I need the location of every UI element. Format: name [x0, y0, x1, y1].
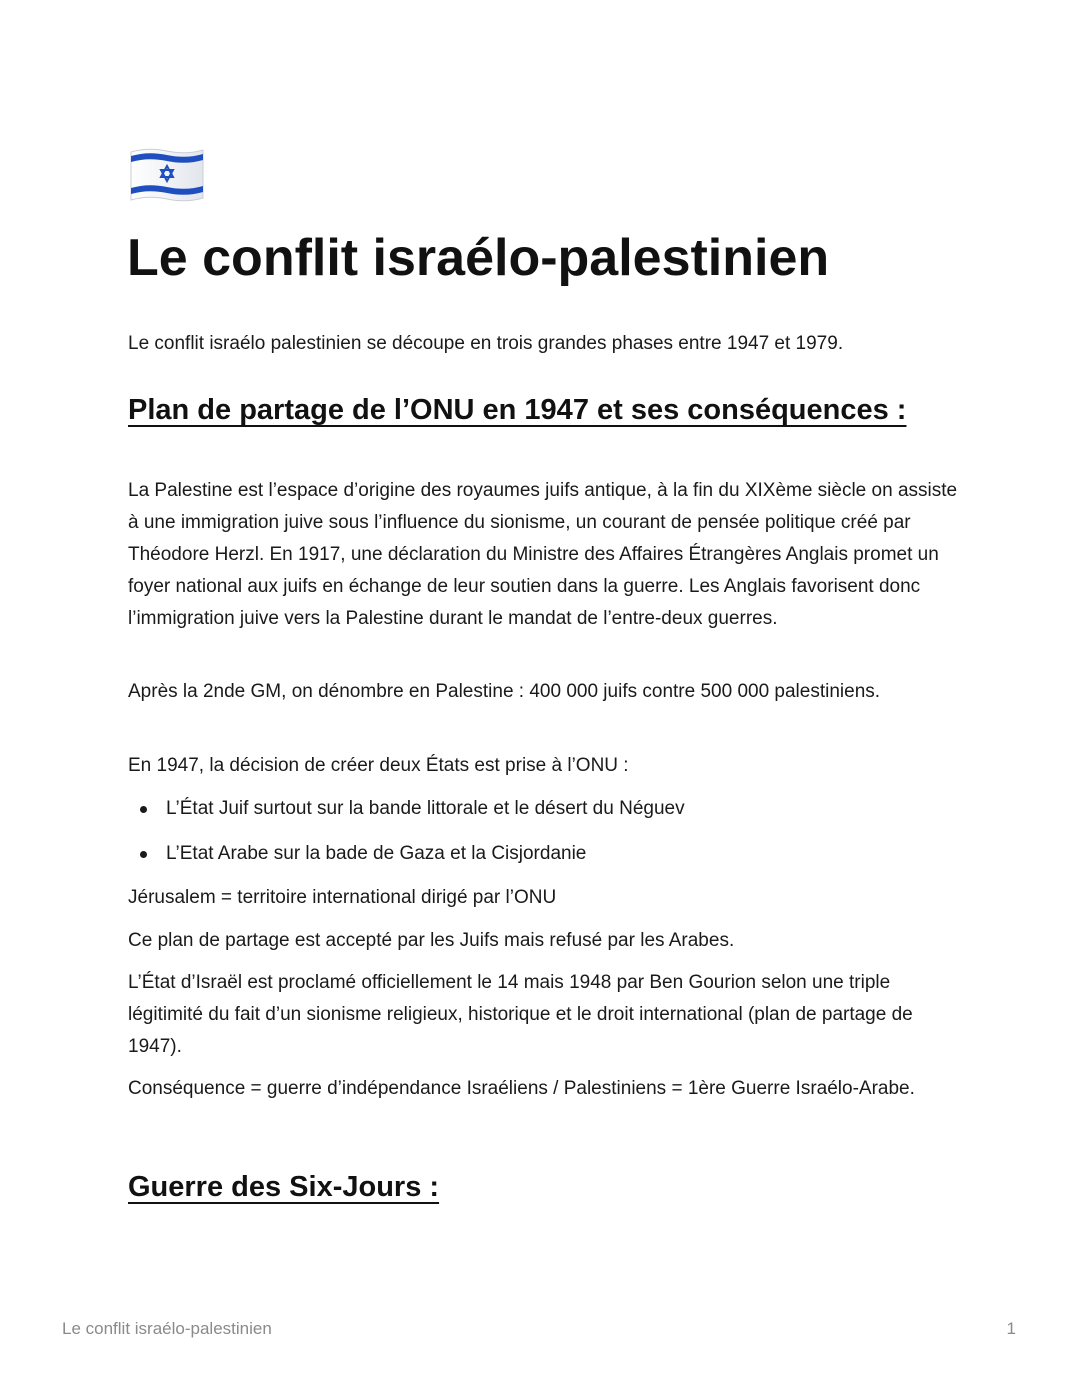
section-heading-plan-de-partage: [128, 390, 958, 430]
list-item: [128, 838, 685, 883]
paragraph-palestine-history: La Palestine est l’espace d’origine des royaumes juifs antique, à la fin du XIXème siècle on assiste à une immigration juive sous l’influence du sionisme, un courant de pensée politique créé par Théodore Herzl. En 1917, une déclaration du Ministre des Affaires Étrangères Anglais promet un foyer national aux juifs en échange de leur soutien dans la guerre. Les Anglais favorisent donc l’immigration juive vers la Palestine durant le mandat de l’entre-deux guerres.: [128, 480, 958, 629]
list-item: [128, 793, 685, 838]
section-heading-six-jours: [128, 1167, 439, 1207]
paragraph-israel-proclaimed: L’État d’Israël est proclamé officiellement le 14 mais 1948 par Ben Gourion selon une triple légitimité du fait d’un sionisme religieux, historique et le droit international (plan de partage de 1947).: [128, 972, 913, 1057]
paragraph-onu-decision: En 1947, la décision de créer deux États est prise à l’ONU :: [128, 755, 629, 776]
bullet-icon: [140, 806, 147, 813]
list-item-text: L’État Juif surtout sur la bande littorale et le désert du Néguev: [166, 798, 685, 819]
paragraph-population: Après la 2nde GM, on dénombre en Palestine : 400 000 juifs contre 500 000 palestiniens.: [128, 681, 881, 702]
list-item-text: L’Etat Arabe sur la bade de Gaza et la Cisjordanie: [166, 843, 587, 864]
footer-page-number: 1: [1006, 1319, 1016, 1338]
intro-paragraph: Le conflit israélo palestinien se découpe en trois grandes phases entre 1947 et 1979.: [128, 333, 844, 354]
bullet-list: [128, 793, 685, 883]
footer-document-title: Le conflit israélo-palestinien: [62, 1319, 272, 1338]
section-heading-text: Plan de partage de l’ONU en 1947 et ses conséquences :: [128, 394, 907, 426]
paragraph-plan-accepted: Ce plan de partage est accepté par les Juifs mais refusé par les Arabes.: [128, 930, 735, 951]
page-title: Le conflit israélo-palestinien: [127, 229, 830, 287]
paragraph-jerusalem: Jérusalem = territoire international dirigé par l’ONU: [128, 887, 557, 908]
bullet-icon: [140, 851, 147, 858]
section-heading-text: Guerre des Six-Jours :: [128, 1171, 440, 1203]
paragraph-consequence: Conséquence = guerre d’indépendance Israéliens / Palestiniens = 1ère Guerre Israélo-Arabe.: [128, 1078, 915, 1099]
israel-flag-icon: [128, 146, 206, 204]
